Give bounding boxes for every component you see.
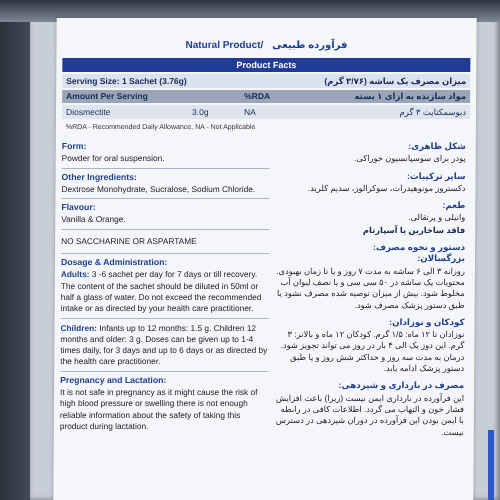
product-type-header xyxy=(64,40,468,56)
dosage-heading: Dosage & Administration: xyxy=(60,257,168,268)
other-ingredients-heading: Other Ingredients: xyxy=(61,171,137,182)
rda-footnote: %RDA - Recommended Daily Allowance, NA - Not Applicable xyxy=(65,124,256,131)
flavour-section xyxy=(61,199,269,230)
no-saccharine-section xyxy=(61,230,269,254)
pregnancy-heading: Pregnancy and Lactation: xyxy=(60,374,167,385)
flavor-section-fa xyxy=(275,197,465,239)
flavor-heading-fa: طعم: xyxy=(442,200,466,211)
shape-text-fa: پودر برای سوسپانسیون خوراکی. xyxy=(354,153,466,164)
flavour-text: Vanilla & Orange. xyxy=(61,214,126,225)
other-ingredients-text: Dextrose Monohydrate, Sucralose, Sodium Chloride. xyxy=(61,183,256,194)
adults-text: 3 -6 sachet per day for 7 days or till recovery. The content of the sachet should be diluted in 50ml or half a glass of water. Do not exceed the recommended intake or as directed by your health care practitioner. xyxy=(60,269,262,314)
other-ingredients-section xyxy=(61,169,269,200)
children-paragraph xyxy=(60,323,268,368)
ingredient-row xyxy=(62,105,470,119)
dosage-heading-fa: دستور و نحوه مصرف: xyxy=(372,242,466,253)
product-facts-bar: Product Facts xyxy=(62,58,470,72)
product-type-fa: فرآورده طبیعی xyxy=(272,40,348,51)
other-ingredients-heading-fa: سایر ترکیبات: xyxy=(406,170,466,181)
form-heading: Form: xyxy=(61,141,87,151)
pregnancy-text: It is not safe in pregnancy as it might cause the risk of high blood pressure or swelling there is not enough reliable information about the safety of taking this product during lactation. xyxy=(59,387,258,431)
persian-column xyxy=(274,138,466,441)
serving-size-en: Serving Size: 1 Sachet (3.76g) xyxy=(66,76,187,86)
pregnancy-section-fa xyxy=(274,377,464,440)
serving-size-fa: میزان مصرف یک ساشه (۳/۷۶ گرم) xyxy=(324,76,467,86)
children-section xyxy=(60,319,268,372)
pregnancy-text-fa: این فرآورده در بارداری ایمن نیست (زیرا) باعث افزایش فشار خون و التهاب می گردد. اطلاعات کافی در رابطه با ایمن بودن این فرآورده در دوران شیردهی در دسترس نیست. xyxy=(275,392,465,437)
serving-size-row xyxy=(62,74,470,88)
children-section-fa xyxy=(274,314,464,377)
amount-per-serving-fa: مواد سازنده به ازای ۱ بسته xyxy=(354,91,467,101)
children-text-fa: نوزادان تا ۱۲ ماه: ۱/۵ گرم. کودکان ۱۲ ماه و بالاتر: ۳ گرم. این دوز یک الی ۴ بار در روز می تواند تجویز شود. درمان به مدت سه روز و حداکثر شش روز و یا طبق دستور پزشک ادامه یابد. xyxy=(280,329,465,374)
amount-per-serving-en: Amount Per Serving xyxy=(66,91,148,101)
children-text: Infants up to 12 months: 1.5 g. Children 12 months and older: 3 g. Doses can be given up to 1-4 times daily, for 3 days and up to 6 days or as directed by the health care practitioner. xyxy=(60,322,268,367)
ingredient-name: Diosmectite xyxy=(65,107,111,117)
ingredient-rda: NA xyxy=(243,107,256,117)
shape-heading-fa: شکل ظاهری: xyxy=(408,141,466,151)
children-label: Children: xyxy=(60,322,97,333)
children-heading-fa: کودکان و نوزادان: xyxy=(389,316,465,327)
flavour-heading: Flavour: xyxy=(61,202,96,213)
dosage-section xyxy=(61,254,269,318)
product-type-en: Natural Product/ xyxy=(185,40,264,51)
ingredient-quantity: 3.0g xyxy=(191,107,209,117)
no-saccharine-text: NO SACCHARINE OR ASPARTAME xyxy=(61,235,197,246)
adults-paragraph xyxy=(61,269,269,314)
pregnancy-section xyxy=(60,372,268,435)
shape-section-fa xyxy=(276,138,466,168)
amount-per-serving-row xyxy=(62,90,470,103)
dosage-section-fa xyxy=(275,239,466,314)
form-text: Powder for oral suspension. xyxy=(61,153,165,164)
pregnancy-heading-fa: مصرف در بارداری و شیردهی: xyxy=(338,380,465,391)
box-edge-stripe xyxy=(488,430,494,500)
label-panel xyxy=(53,18,476,500)
rda-header: %RDA xyxy=(244,91,271,101)
other-ingredients-text-fa: دکستروز مونوهیدرات، سوکرالوز، سدیم کلرید. xyxy=(307,182,466,193)
english-column xyxy=(60,138,270,435)
adults-text-fa: روزانه ۳ الی ۶ ساشه به مدت ۷ روز و یا تا زمان بهبودی. محتویات یک ساشه در ۵۰ سی سی و یا نصف لیوان آب مخلوط شود. بیش از میزان توصیه شده مصرف نشود یا طبق دستور پزشک مصرف شود. xyxy=(276,265,465,310)
form-section xyxy=(62,138,270,169)
adults-label: Adults: xyxy=(60,269,90,280)
adults-heading-fa: بزرگسالان: xyxy=(417,253,466,264)
ingredient-name-fa: دیوسمکتایت ۳ گرم xyxy=(399,107,467,117)
other-ingredients-section-fa xyxy=(275,168,465,198)
flavor-text-fa: وانیلی و پرتقالی. xyxy=(408,212,466,223)
no-saccharine-text-fa: فاقد ساخارین یا آسپارتام xyxy=(362,224,466,235)
